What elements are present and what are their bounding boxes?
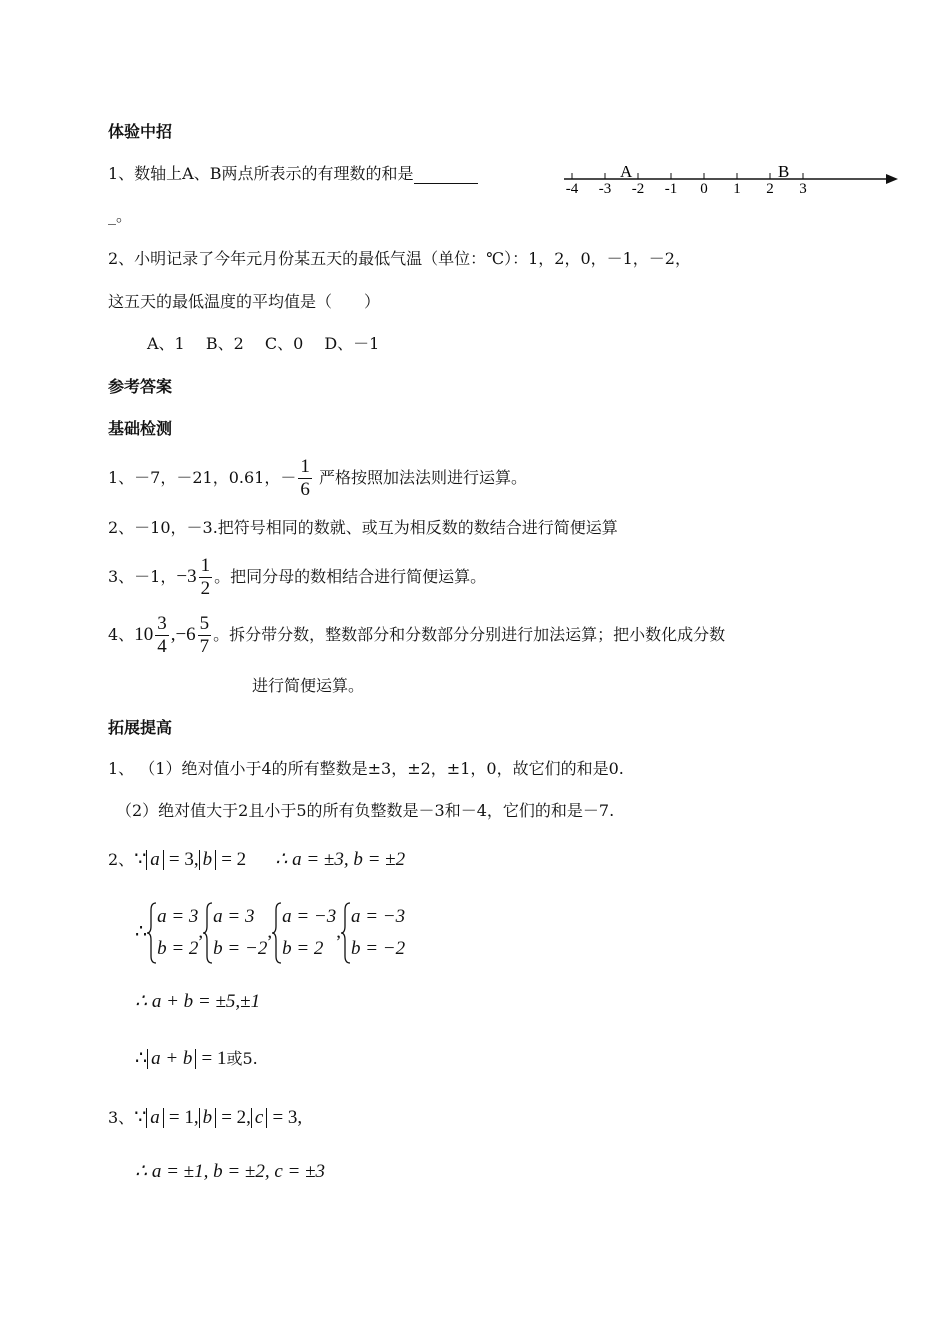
extend-answer-2-abs-sum [135, 1047, 258, 1071]
basic-answer-2: 2、－10，－3.把符号相同的数就、或互为相反数的数结合进行简便运算 [108, 518, 618, 537]
fraction-numerator: 1 [300, 456, 310, 477]
section-title-extend: 拓展提高 [108, 718, 173, 737]
system-1-eq-a: a = 3 [157, 905, 199, 927]
abs-b: b [199, 1108, 217, 1128]
question-1-tail: _。 [108, 206, 133, 225]
fraction-numerator: 3 [157, 613, 167, 634]
basic-answer-4-line2: 进行简便运算。 [252, 676, 365, 695]
number-line-tick-label: 0 [700, 181, 708, 197]
fraction-1-2 [199, 555, 213, 600]
abs-a-value: = 3, [168, 849, 199, 870]
section-title-answers: 参考答案 [108, 377, 173, 396]
question-2-options: A、1 B、2 C、0 D、－1 [147, 334, 380, 353]
abs-sum-value: = 1 [201, 1048, 227, 1069]
question-2-line2: 这五天的最低温度的平均值是（ ） [108, 292, 381, 311]
extend-answer-2-therefore: ∴ a = ±3, b = ±2 [275, 849, 406, 870]
question-1 [108, 164, 478, 184]
therefore-symbol: ∴ [135, 921, 148, 943]
number-line [560, 160, 900, 200]
fraction-denominator: 7 [199, 636, 210, 657]
number-line-tick-label: 3 [799, 181, 807, 197]
answer-blank [414, 167, 478, 184]
section-title-basic: 基础检测 [108, 419, 173, 438]
abs-sum-or: 或5. [226, 1049, 258, 1068]
number-line-tick-label: -2 [631, 181, 645, 197]
because-symbol: ∵ [134, 1107, 147, 1128]
extend-answer-1-line1: 1、 （1）绝对值小于4的所有整数是±3，±2，±1，0，故它们的和是0. [108, 759, 624, 778]
abs-c: c [251, 1108, 267, 1128]
left-brace-icon [147, 902, 157, 964]
system-3-eq-b: b = 2 [282, 937, 324, 959]
basic-answer-4 [108, 610, 725, 660]
mixed-number-whole: ,−6 [170, 624, 196, 645]
fraction-numerator: 5 [199, 613, 210, 634]
fraction-denominator: 2 [200, 578, 211, 599]
system-4-eq-a: a = −3 [350, 905, 406, 927]
because-symbol: ∵ [134, 849, 147, 870]
fraction-5-7 [198, 613, 212, 658]
fraction-denominator: 4 [157, 636, 167, 657]
basic-answer-3 [108, 552, 486, 602]
fraction-1-6 [298, 456, 312, 501]
extend-answer-3-given [108, 1106, 302, 1130]
system-4-eq-b: b = −2 [350, 937, 406, 959]
extend-answer-3-prefix: 3、 [108, 1108, 135, 1127]
point-b-label: B [778, 162, 790, 181]
left-brace-icon [341, 902, 351, 964]
number-line-tick-label: -1 [664, 181, 678, 197]
system-4 [351, 901, 405, 965]
point-a-label: A [620, 162, 633, 181]
system-2-eq-a: a = 3 [213, 905, 255, 927]
number-line-arrow [886, 174, 898, 184]
basic-answer-4-pre: 4、 [108, 625, 135, 644]
fraction-numerator: 1 [200, 555, 211, 576]
comma: , [267, 921, 273, 943]
extend-answer-2-systems [135, 900, 405, 965]
basic-answer-1 [108, 453, 527, 503]
question-1-text: 1、数轴上A、B两点所表示的有理数的和是 [108, 164, 414, 183]
abs-a-plus-b: a + b [147, 1049, 196, 1069]
abs-b: b [199, 850, 217, 870]
left-brace-icon [272, 902, 282, 964]
extend-answer-2-prefix: 2、 [108, 850, 135, 869]
abs-a: a [146, 850, 164, 870]
mixed-number-whole: −3 [176, 566, 197, 587]
basic-answer-3-post: 。把同分母的数相结合进行简便运算。 [214, 567, 487, 586]
abs-c-value: = 3, [272, 1107, 303, 1128]
system-2 [213, 901, 267, 965]
question-2-line1: 2、小明记录了今年元月份某五天的最低气温（单位：℃）：1，2，0，－1，－2， [108, 249, 691, 268]
comma: , [336, 921, 341, 943]
abs-a: a [146, 1108, 164, 1128]
therefore-symbol: ∴ [135, 1048, 148, 1069]
system-2-eq-b: b = −2 [213, 937, 268, 959]
basic-answer-4-post: 。拆分带分数，整数部分和分数部分分别进行加法运算；把小数化成分数 [213, 625, 726, 644]
system-3 [282, 901, 336, 965]
basic-answer-1-post: 严格按照加法法则进行运算。 [313, 468, 527, 487]
number-line-tick-label: -4 [565, 181, 579, 197]
section-title-experience: 体验中招 [108, 122, 173, 141]
abs-a-value: = 1, [168, 1107, 199, 1128]
extend-answer-2-given [108, 848, 405, 872]
basic-answer-3-pre: 3、－1， [108, 567, 177, 586]
extend-answer-2-sum: ∴ a + b = ±5,±1 [135, 991, 261, 1012]
extend-answer-3-therefore: ∴ a = ±1, b = ±2, c = ±3 [135, 1161, 326, 1182]
extend-answer-1-line2: （2）绝对值大于2且小于5的所有负整数是－3和－4，它们的和是－7. [116, 801, 615, 820]
left-brace-icon [203, 902, 213, 964]
system-3-eq-a: a = −3 [282, 905, 337, 927]
abs-b-value: = 2 [221, 849, 247, 870]
number-line-tick-label: -3 [598, 181, 612, 197]
fraction-3-4 [155, 613, 169, 658]
number-line-tick-label: 2 [766, 181, 774, 197]
fraction-denominator: 6 [300, 479, 310, 500]
abs-b-value: = 2, [221, 1107, 251, 1128]
number-line-tick-label: 1 [733, 181, 741, 197]
basic-answer-1-pre: 1、－7，－21，0.61，－ [108, 468, 297, 487]
mixed-number-whole: 10 [134, 624, 154, 645]
system-1 [157, 901, 198, 965]
comma: , [198, 921, 204, 943]
system-1-eq-b: b = 2 [157, 937, 199, 959]
